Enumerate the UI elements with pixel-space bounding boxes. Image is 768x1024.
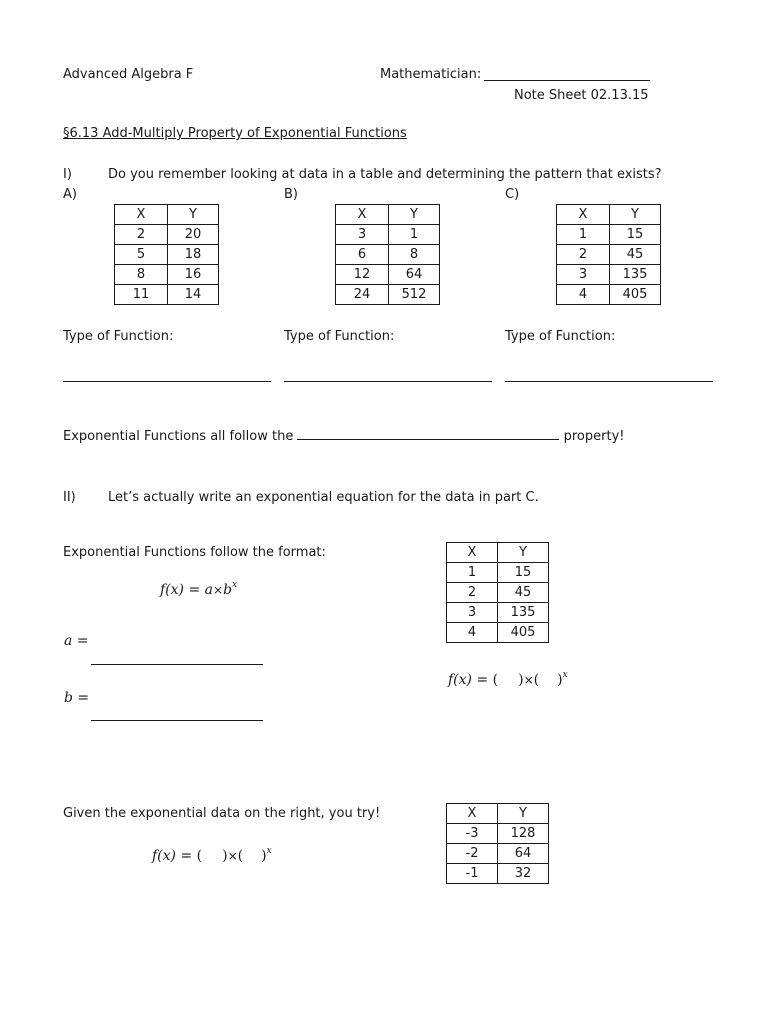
table-b-label: B) [284, 187, 298, 202]
table-row: -2 64 [447, 844, 549, 864]
table-row: -3 128 [447, 824, 549, 844]
part3-equation-template: f(x) = ( )×( )$^x$ [152, 846, 272, 864]
part1-numeral: I) [63, 167, 72, 182]
table-row: 2 45 [447, 583, 549, 603]
format-label: Exponential Functions follow the format: [63, 545, 326, 560]
table-row: 24 512 [336, 285, 440, 305]
table-row: 5 18 [115, 245, 219, 265]
note-sheet-date: Note Sheet 02.13.15 [514, 88, 649, 103]
table-b [335, 204, 440, 305]
table-c-label: C) [505, 187, 520, 202]
a-answer[interactable] [91, 664, 263, 665]
table-header-y: Y [168, 205, 219, 225]
b-answer[interactable] [91, 720, 263, 721]
table-row: 1 15 [447, 563, 549, 583]
try-prompt: Given the exponential data on the right, you try! [63, 806, 381, 821]
table-row: 2 45 [557, 245, 661, 265]
table-row: -1 32 [447, 864, 549, 884]
type-of-function-label-b: Type of Function: [284, 329, 395, 344]
exponential-formula: $f(x) = a\times b^x$ [160, 580, 238, 598]
table-header-y: Y [389, 205, 440, 225]
a-label: a = [64, 633, 89, 649]
type-of-function-answer-a[interactable] [63, 381, 271, 382]
table-row: 3 135 [447, 603, 549, 623]
table-row: 4 405 [557, 285, 661, 305]
table-header-x: X [115, 205, 168, 225]
table-header-y: Y [498, 804, 549, 824]
course-title: Advanced Algebra F [63, 67, 194, 82]
part1-question: Do you remember looking at data in a table and determining the pattern that exists? [108, 167, 662, 182]
table-header-x: X [336, 205, 389, 225]
part2-table [446, 542, 549, 643]
table-row: 6 8 [336, 245, 440, 265]
table-row: 4 405 [447, 623, 549, 643]
part2-equation-template: f(x) = ( )×( )$^x$ [448, 670, 568, 688]
table-header-x: X [447, 804, 498, 824]
table-header-x: X [447, 543, 498, 563]
mathematician-label: Mathematician: [380, 67, 482, 82]
table-a-label: A) [63, 187, 77, 202]
property-blank[interactable] [297, 438, 559, 440]
table-header-x: X [557, 205, 610, 225]
table-header-y: Y [498, 543, 549, 563]
table-row: 8 16 [115, 265, 219, 285]
type-of-function-answer-c[interactable] [505, 381, 713, 382]
part2-numeral: II) [63, 490, 76, 505]
b-label: b = [64, 690, 90, 706]
part2-instruction: Let’s actually write an exponential equation for the data in part C. [108, 490, 539, 505]
section-title: §6.13 Add-Multiply Property of Exponential Functions [63, 126, 407, 141]
part3-table [446, 803, 549, 884]
table-a [114, 204, 219, 305]
table-row: 12 64 [336, 265, 440, 285]
type-of-function-label-c: Type of Function: [505, 329, 616, 344]
mathematician-name-field[interactable] [484, 80, 650, 81]
table-c [556, 204, 661, 305]
table-row: 3 135 [557, 265, 661, 285]
table-header-y: Y [610, 205, 661, 225]
table-row: 11 14 [115, 285, 219, 305]
property-sentence: Exponential Functions all follow the property! [63, 429, 625, 444]
table-row: 3 1 [336, 225, 440, 245]
type-of-function-label-a: Type of Function: [63, 329, 174, 344]
type-of-function-answer-b[interactable] [284, 381, 492, 382]
table-row: 1 15 [557, 225, 661, 245]
table-row: 2 20 [115, 225, 219, 245]
